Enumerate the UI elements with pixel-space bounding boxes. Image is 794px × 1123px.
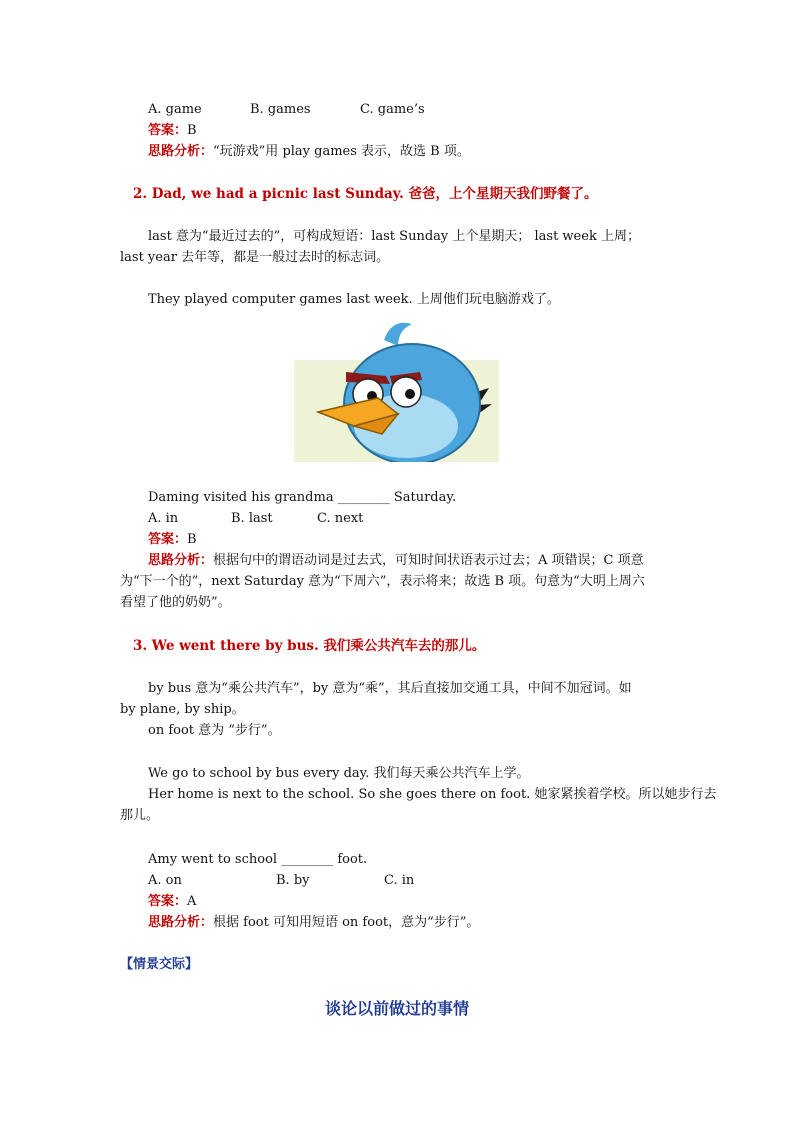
section2-answer	[148, 532, 197, 548]
analysis-label: 思路分析：	[148, 144, 214, 159]
answer-label: 答案：	[148, 123, 188, 138]
section3-analysis	[148, 915, 479, 931]
answer-label: 答案：	[148, 532, 188, 547]
section3-explain-line2: by plane, by ship。	[120, 702, 245, 717]
section2-option-b: B. last	[231, 511, 273, 526]
section3-example2-line1: Her home is next to the school. So she goes there on foot. 她家紧挨着学校。所以她步行去	[148, 787, 717, 802]
analysis-label: 思路分析：	[148, 915, 214, 930]
analysis-text: “玩游戏”用 play games 表示，故选 B 项。	[213, 144, 470, 159]
section2-heading: 2. Dad, we had a picnic last Sunday. 爸爸，上个星期天我们野餐了。	[133, 186, 598, 202]
section2-option-c: C. next	[317, 511, 364, 526]
section2-explain-line2: last year 去年等，都是一般过去时的标志词。	[120, 250, 390, 265]
section3-option-a: A. on	[148, 873, 182, 888]
section2-example: They played computer games last week. 上周他们玩电脑游戏了。	[148, 292, 560, 307]
section-tag: 【情景交际】	[120, 957, 199, 972]
section3-question: Amy went to school ________ foot.	[148, 852, 368, 867]
analysis-text: 根据 foot 可知用短语 on foot，意为“步行”。	[213, 915, 480, 930]
section3-explain-line1: by bus 意为“乘公共汽车”，by 意为“乘”，其后直接加交通工具，中间不加冠词。如	[148, 681, 632, 696]
analysis-label: 思路分析：	[148, 553, 214, 568]
answer-value: A	[187, 894, 197, 909]
q1-analysis	[148, 144, 470, 160]
section3-explain-line3: on foot 意为 “步行”。	[148, 723, 281, 738]
section2-question: Daming visited his grandma ________ Saturday.	[148, 490, 457, 505]
section-title: 谈论以前做过的事情	[324, 999, 469, 1018]
analysis-text: 根据句中的谓语动词是过去式，可知时间状语表示过去；A 项错误；C 项意	[213, 553, 644, 568]
section2-explain-line1: last 意为“最近过去的”，可构成短语：last Sunday 上个星期天； last week 上周；	[148, 229, 640, 244]
q1-answer	[148, 123, 197, 139]
section2-analysis-line1	[148, 553, 644, 569]
section3-answer	[148, 894, 196, 910]
head-tuft	[384, 323, 412, 346]
answer-value: B	[187, 532, 197, 547]
answer-label: 答案：	[148, 894, 188, 909]
blue-bird-image	[294, 320, 499, 462]
right-pupil	[405, 389, 415, 399]
q1-option-a: A. game	[148, 102, 202, 117]
section3-example1: We go to school by bus every day. 我们每天乘公共汽车上学。	[148, 766, 530, 781]
section2-analysis-line2: 为“下一个的”，next Saturday 意为“下周六”，表示将来；故选 B 项。句意为“大明上周六	[120, 574, 645, 589]
answer-value: B	[187, 123, 197, 138]
section3-heading: 3. We went there by bus. 我们乘公共汽车去的那儿。	[133, 638, 486, 654]
section3-option-c: C. in	[384, 873, 415, 888]
section3-example2-line2: 那儿。	[120, 808, 160, 823]
section3-option-b: B. by	[276, 873, 310, 888]
section2-analysis-line3: 看望了他的奶奶”。	[120, 595, 231, 610]
section2-option-a: A. in	[148, 511, 179, 526]
q1-option-c: C. game’s	[360, 102, 425, 117]
q1-option-b: B. games	[250, 102, 311, 117]
